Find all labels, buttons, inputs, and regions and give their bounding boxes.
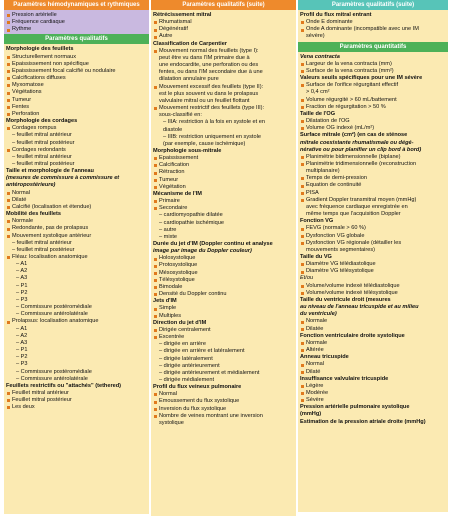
subheading: Pression artérielle pulmonaire systolique: [300, 404, 410, 411]
list-item: Volume/volume indexé télésystolique: [300, 290, 446, 297]
list-subitem: – Commissure antérolatérale: [16, 311, 88, 318]
list-item: Feuillet mitral antérieur: [6, 390, 147, 397]
list-item: Fentes: [6, 104, 147, 111]
list-item: Structurellement normaux: [6, 54, 147, 61]
list-item: Pression artérielle: [6, 12, 147, 19]
subheading: Profil du flux veineux pulmonaire: [153, 384, 242, 391]
list-item: Fléau: localisation anatomique: [6, 254, 147, 261]
list-item: Redondante, pas de prolapsus: [6, 225, 147, 232]
list-item: Bimodale: [153, 284, 294, 291]
list-item: Tumeur: [6, 97, 147, 104]
list-subitem: – dirigée antérieurement: [159, 362, 220, 369]
list-subitem: une endocardite, une perforation ou des: [159, 62, 259, 69]
section-mitral-inflow: [298, 10, 448, 42]
list-subitem: peut être vu dans l'IM primaire due à: [159, 54, 250, 61]
list-subitem: – A3: [16, 339, 28, 346]
list-subitem: – dirigée médialement: [159, 376, 215, 383]
list-item: Perforation: [6, 111, 147, 118]
list-item: Diamètre VG télésystolique: [300, 268, 446, 275]
list-item: Dysfonction VG globale: [300, 233, 446, 240]
subheading: Estimation de la pression atriale droite (mmHg): [300, 418, 426, 425]
subheading: Vena contracta: [300, 53, 340, 60]
list-item: Inversion du flux systolique: [153, 406, 294, 413]
list-item: Dilaté: [6, 197, 147, 204]
list-item: Holosystolique: [153, 255, 294, 262]
subheading: Mobilité des feuillets: [6, 211, 62, 218]
list-item: Végétations: [6, 89, 147, 96]
list-item: Excentrée: [153, 334, 294, 341]
list-subitem: sous-classifié en:: [159, 112, 202, 119]
list-item: Équation de continuité: [300, 182, 446, 189]
subheading: (mesures de commissure à commissure et: [6, 175, 120, 182]
list-item: Normale: [6, 218, 147, 225]
list-subitem: – feuillet mitral antérieur: [12, 239, 72, 246]
section-hemodynamic: [4, 10, 149, 34]
list-subitem: – A3: [16, 275, 28, 282]
list-item: Multiples: [153, 313, 294, 320]
list-subitem: fentes, ou dans l'IM secondaire due à une: [159, 69, 263, 76]
list-item: PISA: [300, 190, 446, 197]
list-item: Rétraction: [153, 169, 294, 176]
list-subitem: – A1: [16, 325, 28, 332]
list-item: Volume OG indexé (mL/m²): [300, 125, 446, 132]
list-subitem: Et/ou: [300, 275, 314, 282]
column-1: [4, 0, 149, 516]
list-item: Temps de demi-pression: [300, 175, 446, 182]
list-item: Volume/volume indexé télédiastolique: [300, 283, 446, 290]
list-subitem: – feuillet mitral antérieur: [12, 153, 72, 160]
subheading: Taille du VG: [300, 254, 332, 260]
list-item: Simple: [153, 305, 294, 312]
list-item: Primaire: [153, 198, 294, 205]
list-subitem: dilatation annulaire pure: [159, 76, 219, 83]
subheading: Fonction VG: [300, 218, 334, 225]
subheading: Taille et morphologie de l'anneau: [6, 168, 94, 175]
list-subitem: – dirigée latéralement: [159, 355, 213, 362]
list-subitem: – Commissure postéromédiale: [16, 368, 92, 375]
list-item: Légère: [300, 383, 446, 390]
subheading: image par image du Doppler couleur): [153, 248, 252, 255]
list-subitem: – dirigée antérieurement et médialement: [159, 369, 260, 376]
subheading: Morphologie des cordages: [6, 118, 78, 125]
list-item: Cordages rompus: [6, 125, 147, 132]
list-item: Gradient Doppler transmitral moyen (mmHg): [300, 197, 446, 204]
subheading: Direction du jet d'IM: [153, 319, 207, 326]
list-item: Rythme: [6, 26, 147, 33]
list-subitem: – P1: [16, 282, 28, 289]
list-item: Protosystolique: [153, 262, 294, 269]
list-item: Mouvement normal des feuillets (type I):: [153, 48, 294, 55]
list-item: Dysfonction VG régionale (détailler les: [300, 240, 446, 247]
list-item: Calcifications diffuses: [6, 75, 147, 82]
list-item: Modérée: [300, 390, 446, 397]
list-subitem: – P2: [16, 289, 28, 296]
list-item: Fréquence cardiaque: [6, 19, 147, 26]
list-item: Calcifié (localisation et étendue): [6, 204, 147, 211]
subheading: au niveau de l'anneau tricuspide et au milieu: [300, 304, 419, 311]
subheading: Jets d'IM: [153, 298, 177, 305]
column-2: [151, 0, 296, 516]
list-item: Altérée: [300, 347, 446, 354]
list-subitem: – P3: [16, 361, 28, 368]
list-subitem: – A1: [16, 261, 28, 268]
list-subitem: – P1: [16, 347, 28, 354]
section-qualitative: [4, 44, 149, 514]
list-item: Secondaire: [153, 205, 294, 212]
list-item: Mouvement restrictif des feuillets (type III):: [153, 105, 294, 112]
list-item: Dirigée centralement: [153, 327, 294, 334]
list-subitem: – feuillet mitral postérieur: [12, 160, 75, 167]
subheading: Fonction ventriculaire droite systolique: [300, 332, 405, 339]
list-item: Végétation: [153, 184, 294, 191]
list-item: FEVG (normale > 60 %): [300, 225, 446, 232]
list-subitem: – Commissure postéromédiale: [16, 304, 92, 311]
list-item: Dilatée: [300, 326, 446, 333]
column-3: [298, 0, 448, 516]
subheading: (mmHg): [300, 411, 322, 418]
list-subitem: – P2: [16, 354, 28, 361]
list-subitem: – cardiomyopathie dilatée: [159, 212, 223, 219]
list-subitem: – dirigée en arrière et latéralement: [159, 348, 245, 355]
list-subitem: – P3: [16, 296, 28, 303]
subheading: du ventricule): [300, 311, 337, 318]
list-item: Largeur de la vena contracta (mm): [300, 61, 446, 68]
list-item: Densité du Doppler continu: [153, 291, 294, 298]
list-item: Normal: [153, 391, 294, 398]
list-subitem: avec fréquence cardiaque enregistrée en: [306, 203, 408, 210]
list-item: Onde E dominante: [300, 19, 446, 26]
list-item: Planimétrie bidimensionnelle (biplane): [300, 154, 446, 161]
subheading: Taille du ventricule droit (mesures: [300, 296, 391, 303]
subheading: Anneau tricuspide: [300, 354, 349, 361]
list-item: Télésystolique: [153, 277, 294, 284]
list-item: Émoussement du flux systolique: [153, 398, 294, 405]
list-item: Prolapsus: localisation anatomique: [6, 318, 147, 325]
list-item: Normal: [6, 190, 147, 197]
list-subitem: sévère): [306, 33, 325, 40]
subheading: Durée du jet d'IM (Doppler continu et analyse: [153, 241, 273, 247]
list-item: Mouvement systolique antérieur: [6, 233, 147, 240]
list-subitem: > 0,4 cm²: [306, 89, 330, 96]
subheading: Mécanisme de l'IM: [153, 190, 202, 197]
list-item: Calcification: [153, 162, 294, 169]
list-item: Autre: [153, 33, 294, 40]
section-quantitative: [298, 52, 448, 512]
subheading: Rétrécissement mitral: [153, 12, 212, 18]
subheading: Morphologie des feuillets: [6, 46, 74, 53]
list-subitem: – A2: [16, 332, 28, 339]
list-item: Normal: [300, 361, 446, 368]
list-item: Épaississement non spécifique: [6, 61, 147, 68]
list-item: Nombre de veines montrant une inversion: [153, 413, 294, 420]
subheading: Taille de l'OG: [300, 110, 336, 117]
list-subitem: même temps que l'acquisition Doppler: [306, 211, 401, 218]
list-item: Diamètre VG télédiastolique: [300, 261, 446, 268]
header-quantitative: Paramètres quantitatifs: [298, 42, 448, 52]
subheading: Classification de Carpentier: [153, 40, 227, 47]
list-item: Surface de la vena contracta (mm²): [300, 68, 446, 75]
list-item: Fraction de régurgitation > 50 %: [300, 104, 446, 111]
list-subitem: systolique: [159, 419, 184, 426]
list-subitem: – feuillet mitral antérieur: [12, 132, 72, 139]
list-subitem: – mixte: [159, 233, 178, 240]
list-item: Normale: [300, 318, 446, 325]
list-subitem: (par exemple, cause ischémique): [163, 140, 246, 147]
list-subitem: – IIIB: restriction uniquement en systole: [163, 133, 261, 140]
list-item: Myxomatose: [6, 82, 147, 89]
list-subitem: – Commissure antérolatérale: [16, 375, 88, 382]
subheading: Surface mitrale (cm²) (en cas de sténose: [300, 132, 408, 139]
section-qualitative-cont: [151, 10, 296, 516]
list-item: Épaississement focal calcifié ou nodulaire: [6, 68, 147, 75]
list-subitem: – cardiopathie ischémique: [159, 219, 224, 226]
subheading: Morphologie sous-mitrale: [153, 147, 222, 154]
subheading: antéropostérieure): [6, 182, 56, 189]
list-item: Dégénératif: [153, 26, 294, 33]
list-subitem: est le plus souvent vu dans le prolapsus: [159, 90, 259, 97]
subheading: Profil du flux mitral entrant: [300, 12, 372, 18]
list-item: Mésosystolique: [153, 270, 294, 277]
list-item: Normale: [300, 340, 446, 347]
header-qualitative: Paramètres qualitatifs: [4, 34, 149, 44]
subheading: Insuffisance valvulaire tricuspide: [300, 375, 389, 382]
list-item: Cordages redondants: [6, 147, 147, 154]
header-hemodynamic: Paramètres hémodynamiques et rythmiques: [4, 0, 149, 10]
list-subitem: – dirigée en arrière: [159, 341, 206, 348]
subheading: Valeurs seuils spécifiques pour une IM sévère: [300, 75, 423, 82]
list-item: Dilatation de l'OG: [300, 118, 446, 125]
list-subitem: – autre: [159, 226, 177, 233]
list-item: Volume régurgité > 60 mL/battement: [300, 97, 446, 104]
list-subitem: valvulaire mitral ou un feuillet flottant: [159, 97, 250, 104]
list-subitem: multiplanaire): [306, 168, 340, 175]
list-item: Tumeur: [153, 177, 294, 184]
subheading: nérative ou pour planifier un clip bord à bord): [300, 146, 422, 153]
list-item: Dilaté: [300, 369, 446, 376]
subheading: mitrale coexistante rhumatismale ou dégé-: [300, 139, 414, 146]
list-item: Les deux: [6, 404, 147, 411]
list-item: Épaississement: [153, 155, 294, 162]
list-item: Planimétrie tridimensionnelle (reconstruction: [300, 161, 446, 168]
list-item: Surface de l'orifice régurgitant effectif: [300, 82, 446, 89]
list-subitem: – A2: [16, 268, 28, 275]
list-item: Feuillet mitral postérieur: [6, 397, 147, 404]
list-item: Rhumatismal: [153, 19, 294, 26]
list-subitem: – feuillet mitral postérieur: [12, 246, 75, 253]
list-subitem: diastole: [163, 126, 183, 133]
list-subitem: – IIIA: restriction à la fois en systole et en: [163, 119, 265, 126]
list-item: Sévère: [300, 397, 446, 404]
list-item: Mouvement excessif des feuillets (type II):: [153, 84, 294, 91]
list-subitem: – feuillet mitral postérieur: [12, 139, 75, 146]
header-qualitative-cont-2: Paramètres qualitatifs (suite): [298, 0, 448, 10]
list-item: Onde A dominante (incompatible avec une IM: [300, 26, 446, 33]
header-qualitative-cont: Paramètres qualitatifs (suite): [151, 0, 296, 10]
list-subitem: mouvements segmentaires): [306, 246, 376, 253]
subheading: Feuillets restrictifs ou "attachés" (tethered): [6, 382, 122, 389]
